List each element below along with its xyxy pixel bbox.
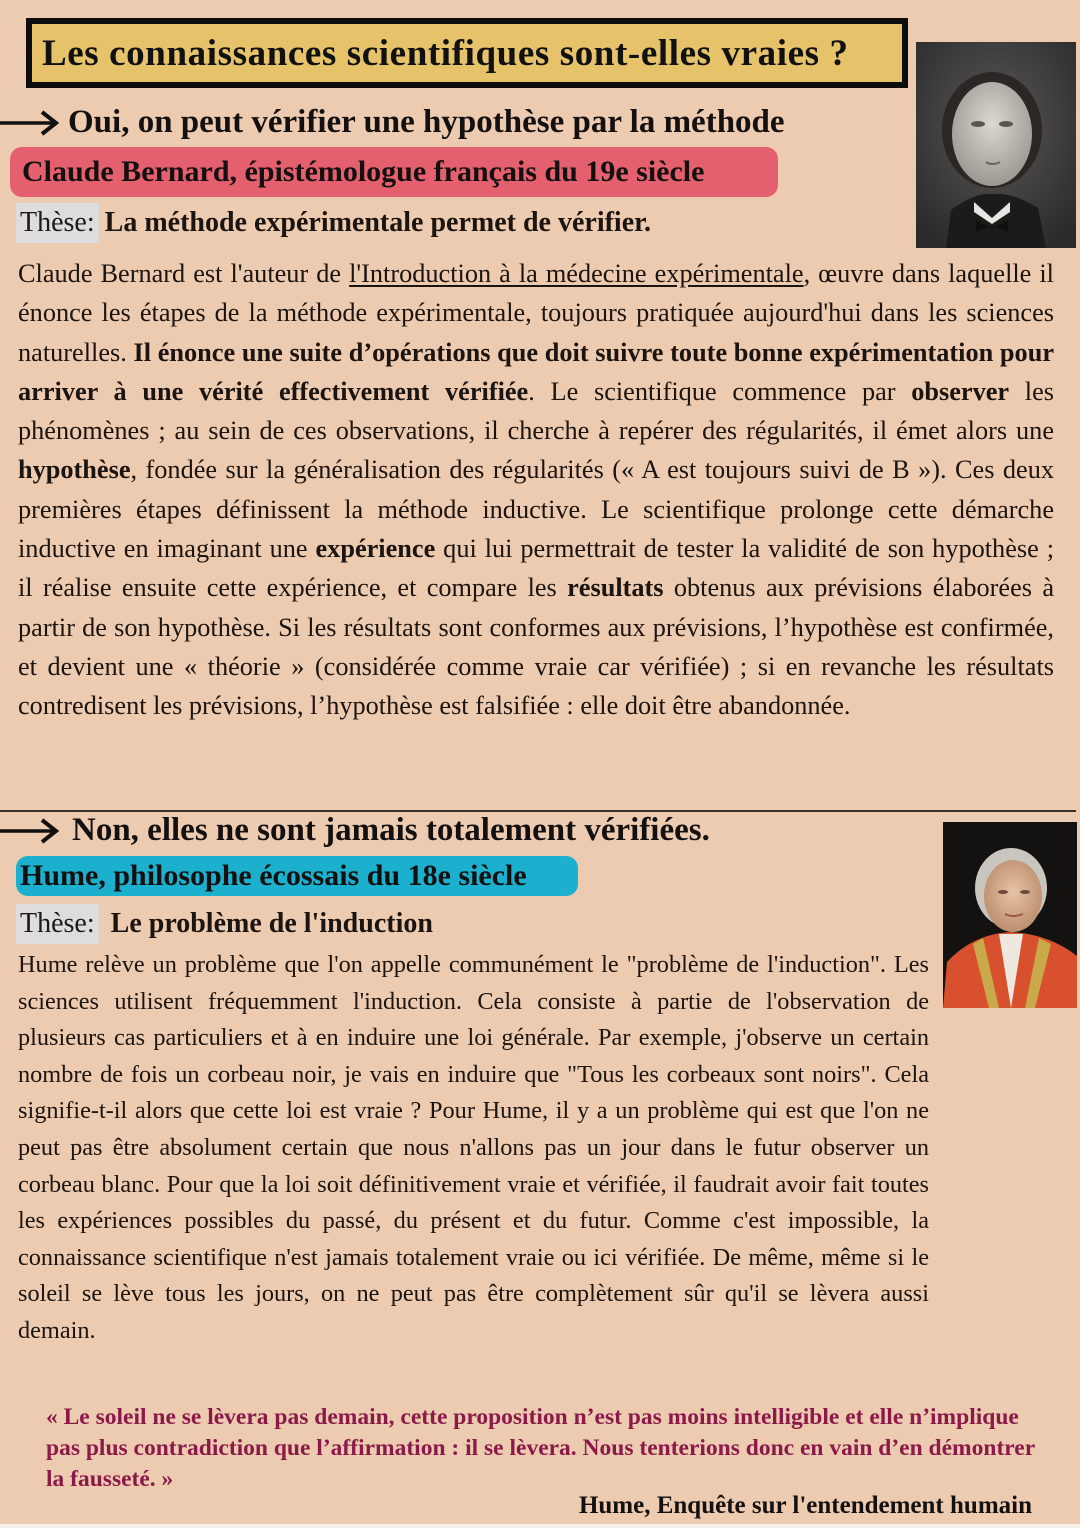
- heading-yes-text: Oui, on peut vérifier une hypothèse par la méthode: [68, 104, 785, 140]
- these-value: Le problème de l'induction: [110, 908, 433, 939]
- these-hume: [16, 904, 433, 944]
- hume-paragraph: Hume relève un problème que l'on appelle communément le "problème de l'induction". Les sciences utilisent fréquemment l'induction. Cela consiste à partie de l'observation de plusieurs cas particuliers et à en induire une loi générale. Par exemple, j'observe un certain nombre de fois un corbeau noir, je vais en induire que "Tous les corbeaux sont noirs". Cela signifie-t-il alors que cette loi est vraie ? Pour Hume, il y a un problème qui est que l'on ne peut pas être absolument certain que nous n'allons pas un jour dans le futur observer un corbeau blanc. Pour que la loi soit définitivement vraie et vérifiée, il faudrait avoir fait toutes les expériences possibles du passé, du présent et du futur. Comme c'est impossible, la connaissance scientifique n'est jamais totalement vraie ou ici vérifiée. De même, même si le soleil se lève tous les jours, on ne peut pas être complètement sûr qu'il se lèvera aussi demain.: [18, 951, 929, 1344]
- emphasis: expérience: [315, 534, 436, 564]
- text-run: qui lui permettrait de tester la validité de son hypothèse ; il réalise ensuite cette expérience, et compare les: [18, 534, 1054, 603]
- right-arrow-icon: [0, 108, 62, 138]
- bernard-paragraph: [18, 254, 1054, 726]
- claude-bernard-portrait: [916, 42, 1076, 248]
- these-value: La méthode expérimentale permet de vérifier.: [104, 207, 651, 238]
- portrait-photo-icon: [916, 42, 1076, 248]
- right-arrow-icon: [0, 816, 62, 846]
- quote-source: Hume, Enquête sur l'entendement humain: [578, 1492, 1032, 1519]
- author-hume-text: Hume, philosophe écossais du 18e siècle: [20, 859, 527, 892]
- text-run: , œuvre dans laquelle il énonce les étapes de la méthode expérimentale, toujours pratiquée aujourd'hui dans les sciences naturelles.: [18, 259, 1054, 367]
- text-run: les phénomènes ; au sein de ces observations, il cherche à repérer des régularités, il émet alors une: [18, 376, 1054, 446]
- book-title: l'Introduction à la médecine expérimentale: [349, 259, 804, 288]
- emphasis: résultats: [567, 573, 664, 603]
- emphasis: observer: [911, 376, 1010, 406]
- title-box: [26, 18, 908, 88]
- heading-no-text: Non, elles ne sont jamais totalement vérifiées.: [72, 812, 710, 848]
- heading-no: [0, 812, 710, 849]
- author-bernard-text: Claude Bernard, épistémologue français du 19e siècle: [22, 155, 705, 188]
- author-badge-hume: [16, 856, 578, 896]
- author-badge-bernard: [10, 147, 778, 197]
- text-run: Claude Bernard est l'auteur de: [18, 259, 350, 288]
- text-run: obtenus aux prévisions élaborées à partir de son hypothèse. Si les résultats sont conformes aux prévisions, l’hypothèse est confirmée, et devient une « théorie » (considérée comme vraie car vérifiée) ; si en revanche les résultats contredisent les prévisions, l’hypothèse est falsifiée : elle doit être abandonnée.: [18, 573, 1054, 721]
- page-bottom-edge: [0, 1524, 1080, 1528]
- these-label: Thèse:: [16, 904, 99, 944]
- david-hume-portrait: [943, 822, 1077, 1008]
- these-bernard: [16, 203, 651, 243]
- these-label: Thèse:: [16, 203, 99, 243]
- hume-quote: « Le soleil ne se lèvera pas demain, cette proposition n’est pas moins intelligible et elle n’implique pas plus contradiction que l’affirmation : il se lèvera. Nous tenterions donc en vain d’en démontrer la fausseté. »: [46, 1404, 1035, 1492]
- emphasis: Il énonce une suite d’opérations que doit suivre toute bonne expérimentation pour arriver à une vérité effectivement vérifiée: [18, 337, 1054, 406]
- emphasis: hypothèse: [18, 455, 131, 485]
- page-title: Les connaissances scientifiques sont-elles vraies ?: [42, 32, 849, 74]
- heading-yes: [0, 104, 785, 141]
- text-run: . Le scientifique commence par: [528, 376, 912, 406]
- portrait-painting-icon: [943, 822, 1077, 1008]
- text-run: , fondée sur la généralisation des régularités (« A est toujours suivi de B »). Ces deux premières étapes définissent la méthode inductive. Le scientifique prolonge cette démarche inductive en imaginant une: [18, 455, 1054, 564]
